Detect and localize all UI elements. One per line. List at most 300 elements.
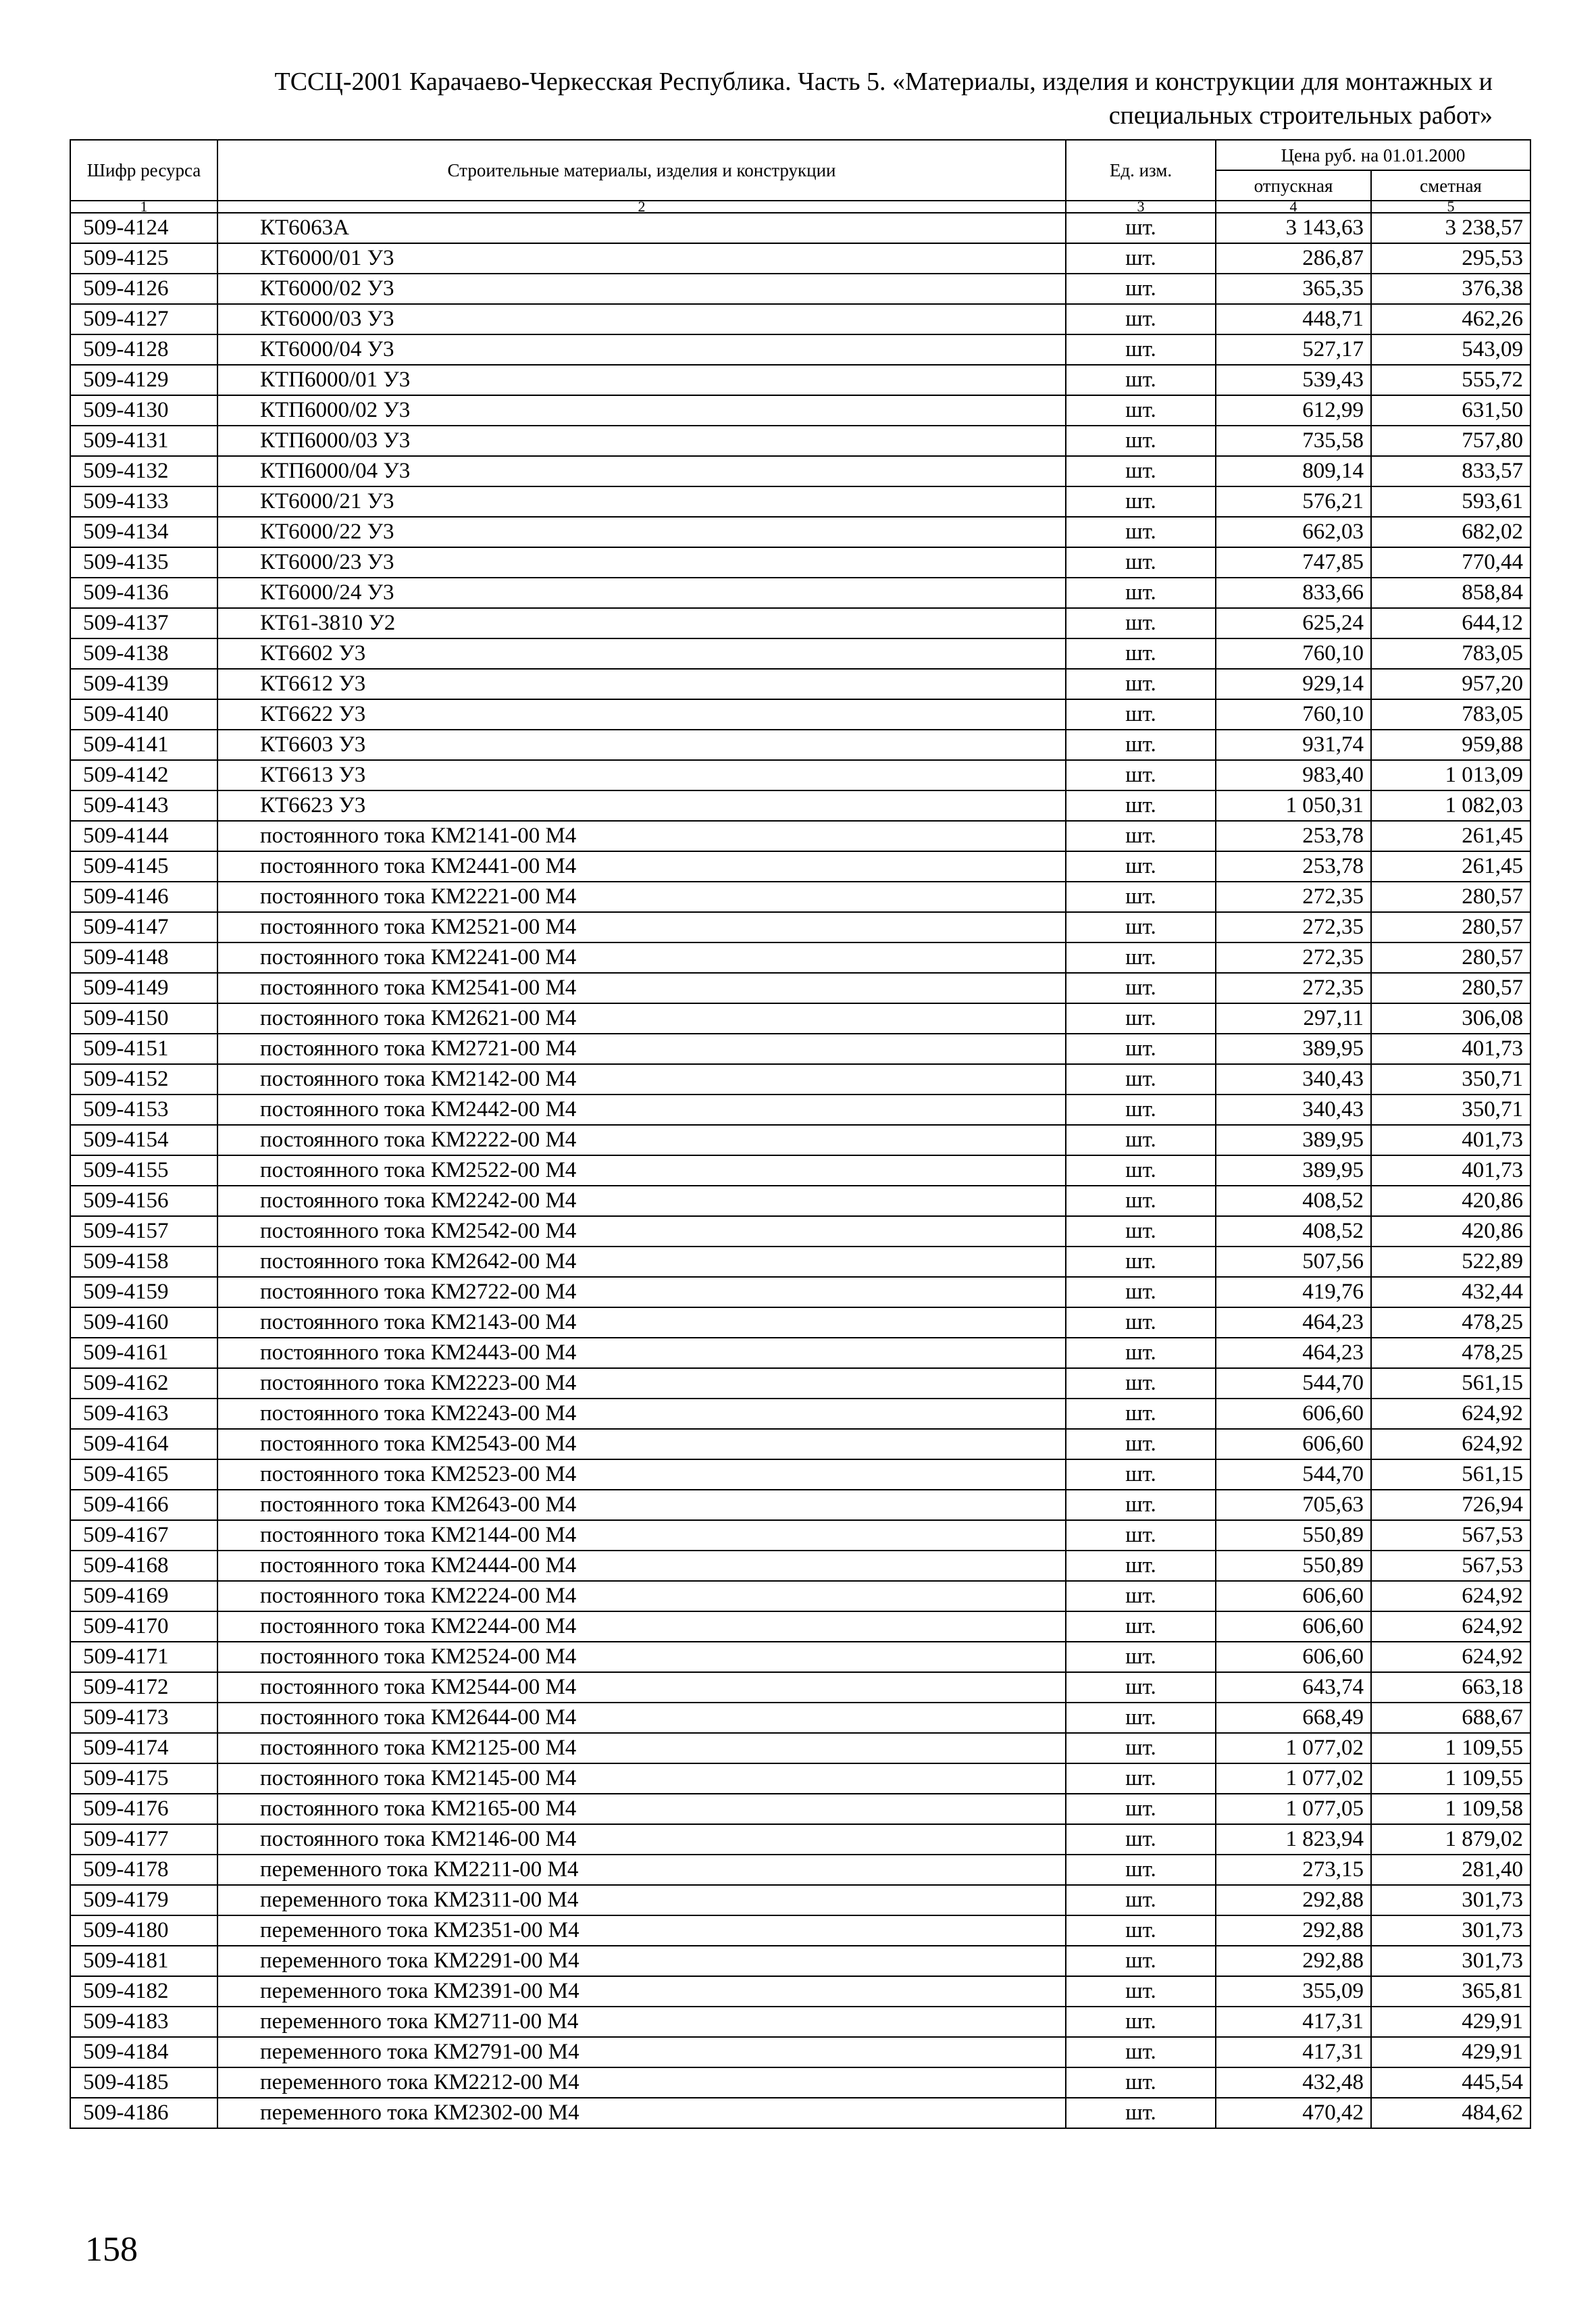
- resource-code-cell: 509-4186: [70, 2098, 217, 2128]
- estimate-price-cell: 1 879,02: [1371, 1824, 1530, 1855]
- resource-code-cell: 509-4156: [70, 1186, 217, 1216]
- release-price-cell: 355,09: [1216, 1976, 1371, 2007]
- material-name-cell: переменного тока КМ2711-00 М4: [217, 2007, 1066, 2037]
- material-name-cell: КТП6000/02 У3: [217, 395, 1066, 426]
- table-row: [70, 730, 1530, 760]
- table-row: [70, 1551, 1530, 1581]
- resource-code-cell: 509-4145: [70, 851, 217, 882]
- estimate-price-cell: 543,09: [1371, 334, 1530, 365]
- estimate-price-cell: 376,38: [1371, 274, 1530, 304]
- unit-cell: шт.: [1066, 1794, 1216, 1824]
- table-row: [70, 1186, 1530, 1216]
- estimate-price-cell: 682,02: [1371, 517, 1530, 547]
- unit-cell: шт.: [1066, 1611, 1216, 1642]
- table-row: [70, 1368, 1530, 1399]
- unit-cell: шт.: [1066, 334, 1216, 365]
- material-name-cell: постоянного тока КМ2722-00 М4: [217, 1277, 1066, 1307]
- unit-cell: шт.: [1066, 213, 1216, 243]
- material-name-cell: переменного тока КМ2302-00 М4: [217, 2098, 1066, 2128]
- estimate-price-cell: 432,44: [1371, 1277, 1530, 1307]
- estimate-price-cell: 631,50: [1371, 395, 1530, 426]
- release-price-cell: 1 077,02: [1216, 1763, 1371, 1794]
- release-price-cell: 419,76: [1216, 1277, 1371, 1307]
- unit-cell: шт.: [1066, 760, 1216, 790]
- unit-cell: шт.: [1066, 2037, 1216, 2067]
- release-price-cell: 527,17: [1216, 334, 1371, 365]
- material-name-cell: постоянного тока КМ2644-00 М4: [217, 1703, 1066, 1733]
- unit-cell: шт.: [1066, 942, 1216, 973]
- release-price-cell: 470,42: [1216, 2098, 1371, 2128]
- estimate-price-cell: 561,15: [1371, 1459, 1530, 1490]
- table-row: [70, 578, 1530, 608]
- unit-cell: шт.: [1066, 456, 1216, 486]
- table-row: [70, 1064, 1530, 1095]
- material-name-cell: постоянного тока КМ2222-00 М4: [217, 1125, 1066, 1155]
- table-row: [70, 1915, 1530, 1946]
- release-price-cell: 286,87: [1216, 243, 1371, 274]
- table-row: [70, 1338, 1530, 1368]
- table-row: [70, 2098, 1530, 2128]
- release-price-cell: 253,78: [1216, 821, 1371, 851]
- release-price-cell: 292,88: [1216, 1915, 1371, 1946]
- unit-cell: шт.: [1066, 912, 1216, 942]
- release-price-cell: 539,43: [1216, 365, 1371, 395]
- unit-cell: шт.: [1066, 1703, 1216, 1733]
- unit-cell: шт.: [1066, 578, 1216, 608]
- resource-code-cell: 509-4181: [70, 1946, 217, 1976]
- resource-code-cell: 509-4167: [70, 1520, 217, 1551]
- material-name-cell: постоянного тока КМ2544-00 М4: [217, 1672, 1066, 1703]
- header-price: Цена руб. на 01.01.2000: [1216, 140, 1530, 170]
- estimate-price-cell: 561,15: [1371, 1368, 1530, 1399]
- release-price-cell: 612,99: [1216, 395, 1371, 426]
- resource-code-cell: 509-4183: [70, 2007, 217, 2037]
- table-body: [70, 213, 1530, 2128]
- resource-code-cell: 509-4160: [70, 1307, 217, 1338]
- material-name-cell: постоянного тока КМ2621-00 М4: [217, 1003, 1066, 1034]
- table-row: [70, 638, 1530, 669]
- estimate-price-cell: 770,44: [1371, 547, 1530, 578]
- release-price-cell: 408,52: [1216, 1216, 1371, 1247]
- unit-cell: шт.: [1066, 1581, 1216, 1611]
- resource-code-cell: 509-4169: [70, 1581, 217, 1611]
- material-name-cell: КТ6000/23 У3: [217, 547, 1066, 578]
- unit-cell: шт.: [1066, 1368, 1216, 1399]
- estimate-price-cell: 555,72: [1371, 365, 1530, 395]
- column-number: 4: [1216, 201, 1371, 213]
- table-row: [70, 608, 1530, 638]
- estimate-price-cell: 522,89: [1371, 1247, 1530, 1277]
- estimate-price-cell: 783,05: [1371, 699, 1530, 730]
- estimate-price-cell: 783,05: [1371, 638, 1530, 669]
- column-number: 2: [217, 201, 1066, 213]
- resource-code-cell: 509-4149: [70, 973, 217, 1003]
- table-row: [70, 1155, 1530, 1186]
- table-row: [70, 851, 1530, 882]
- release-price-cell: 544,70: [1216, 1368, 1371, 1399]
- table-row: [70, 1490, 1530, 1520]
- estimate-price-cell: 462,26: [1371, 304, 1530, 334]
- estimate-price-cell: 726,94: [1371, 1490, 1530, 1520]
- table-row: [70, 243, 1530, 274]
- unit-cell: шт.: [1066, 304, 1216, 334]
- material-name-cell: постоянного тока КМ2441-00 М4: [217, 851, 1066, 882]
- table-row: [70, 1095, 1530, 1125]
- unit-cell: шт.: [1066, 1247, 1216, 1277]
- resource-code-cell: 509-4152: [70, 1064, 217, 1095]
- release-price-cell: 365,35: [1216, 274, 1371, 304]
- release-price-cell: 931,74: [1216, 730, 1371, 760]
- estimate-price-cell: 401,73: [1371, 1125, 1530, 1155]
- table-row: [70, 2067, 1530, 2098]
- table-row: [70, 1794, 1530, 1824]
- material-name-cell: постоянного тока КМ2442-00 М4: [217, 1095, 1066, 1125]
- resource-code-cell: 509-4139: [70, 669, 217, 699]
- estimate-price-cell: 1 013,09: [1371, 760, 1530, 790]
- unit-cell: шт.: [1066, 730, 1216, 760]
- unit-cell: шт.: [1066, 1125, 1216, 1155]
- estimate-price-cell: 420,86: [1371, 1186, 1530, 1216]
- release-price-cell: 272,35: [1216, 942, 1371, 973]
- resource-code-cell: 509-4148: [70, 942, 217, 973]
- resource-code-cell: 509-4163: [70, 1399, 217, 1429]
- release-price-cell: 662,03: [1216, 517, 1371, 547]
- unit-cell: шт.: [1066, 1642, 1216, 1672]
- table-row: [70, 547, 1530, 578]
- resource-code-cell: 509-4133: [70, 486, 217, 517]
- table-row: [70, 1216, 1530, 1247]
- resource-code-cell: 509-4168: [70, 1551, 217, 1581]
- estimate-price-cell: 1 109,58: [1371, 1794, 1530, 1824]
- estimate-price-cell: 1 082,03: [1371, 790, 1530, 821]
- unit-cell: шт.: [1066, 1733, 1216, 1763]
- table-row: [70, 1307, 1530, 1338]
- unit-cell: шт.: [1066, 1429, 1216, 1459]
- table-row: [70, 669, 1530, 699]
- estimate-price-cell: 1 109,55: [1371, 1763, 1530, 1794]
- table-row: [70, 699, 1530, 730]
- release-price-cell: 340,43: [1216, 1095, 1371, 1125]
- release-price-cell: 272,35: [1216, 973, 1371, 1003]
- table-row: [70, 1125, 1530, 1155]
- title-line-2: специальных строительных работ»: [1108, 101, 1493, 130]
- table-row: [70, 426, 1530, 456]
- release-price-cell: 606,60: [1216, 1429, 1371, 1459]
- release-price-cell: 389,95: [1216, 1034, 1371, 1064]
- estimate-price-cell: 567,53: [1371, 1551, 1530, 1581]
- release-price-cell: 668,49: [1216, 1703, 1371, 1733]
- release-price-cell: 833,66: [1216, 578, 1371, 608]
- material-name-cell: постоянного тока КМ2444-00 М4: [217, 1551, 1066, 1581]
- unit-cell: шт.: [1066, 699, 1216, 730]
- material-name-cell: постоянного тока КМ2146-00 М4: [217, 1824, 1066, 1855]
- resource-code-cell: 509-4178: [70, 1855, 217, 1885]
- unit-cell: шт.: [1066, 1338, 1216, 1368]
- release-price-cell: 606,60: [1216, 1581, 1371, 1611]
- table-row: [70, 1611, 1530, 1642]
- resource-code-cell: 509-4143: [70, 790, 217, 821]
- unit-cell: шт.: [1066, 608, 1216, 638]
- unit-cell: шт.: [1066, 1034, 1216, 1064]
- material-name-cell: постоянного тока КМ2443-00 М4: [217, 1338, 1066, 1368]
- release-price-cell: 576,21: [1216, 486, 1371, 517]
- unit-cell: шт.: [1066, 821, 1216, 851]
- material-name-cell: КТП6000/03 У3: [217, 426, 1066, 456]
- estimate-price-cell: 365,81: [1371, 1976, 1530, 2007]
- unit-cell: шт.: [1066, 395, 1216, 426]
- release-price-cell: 292,88: [1216, 1946, 1371, 1976]
- unit-cell: шт.: [1066, 1976, 1216, 2007]
- estimate-price-cell: 858,84: [1371, 578, 1530, 608]
- release-price-cell: 3 143,63: [1216, 213, 1371, 243]
- release-price-cell: 417,31: [1216, 2037, 1371, 2067]
- material-name-cell: КТ6000/21 У3: [217, 486, 1066, 517]
- estimate-price-cell: 624,92: [1371, 1399, 1530, 1429]
- release-price-cell: 408,52: [1216, 1186, 1371, 1216]
- release-price-cell: 507,56: [1216, 1247, 1371, 1277]
- estimate-price-cell: 624,92: [1371, 1581, 1530, 1611]
- resource-code-cell: 509-4172: [70, 1672, 217, 1703]
- unit-cell: шт.: [1066, 1885, 1216, 1915]
- table-row: [70, 1247, 1530, 1277]
- resource-code-cell: 509-4151: [70, 1034, 217, 1064]
- estimate-price-cell: 3 238,57: [1371, 213, 1530, 243]
- table-row: [70, 1459, 1530, 1490]
- table-row: [70, 912, 1530, 942]
- table-row: [70, 1855, 1530, 1885]
- unit-cell: шт.: [1066, 669, 1216, 699]
- unit-cell: шт.: [1066, 2098, 1216, 2128]
- resource-code-cell: 509-4184: [70, 2037, 217, 2067]
- material-name-cell: переменного тока КМ2351-00 М4: [217, 1915, 1066, 1946]
- estimate-price-cell: 478,25: [1371, 1307, 1530, 1338]
- estimate-price-cell: 261,45: [1371, 821, 1530, 851]
- unit-cell: шт.: [1066, 426, 1216, 456]
- resource-code-cell: 509-4154: [70, 1125, 217, 1155]
- resource-code-cell: 509-4138: [70, 638, 217, 669]
- table-row: [70, 456, 1530, 486]
- material-name-cell: постоянного тока КМ2142-00 М4: [217, 1064, 1066, 1095]
- resource-code-cell: 509-4170: [70, 1611, 217, 1642]
- resource-code-cell: 509-4185: [70, 2067, 217, 2098]
- resource-code-cell: 509-4135: [70, 547, 217, 578]
- release-price-cell: 273,15: [1216, 1855, 1371, 1885]
- material-name-cell: постоянного тока КМ2721-00 М4: [217, 1034, 1066, 1064]
- resource-code-cell: 509-4161: [70, 1338, 217, 1368]
- release-price-cell: 747,85: [1216, 547, 1371, 578]
- unit-cell: шт.: [1066, 243, 1216, 274]
- estimate-price-cell: 280,57: [1371, 973, 1530, 1003]
- resource-code-cell: 509-4140: [70, 699, 217, 730]
- table-row: [70, 1885, 1530, 1915]
- resource-code-cell: 509-4177: [70, 1824, 217, 1855]
- material-name-cell: постоянного тока КМ2522-00 М4: [217, 1155, 1066, 1186]
- estimate-price-cell: 593,61: [1371, 486, 1530, 517]
- unit-cell: шт.: [1066, 1277, 1216, 1307]
- material-name-cell: постоянного тока КМ2223-00 М4: [217, 1368, 1066, 1399]
- unit-cell: шт.: [1066, 1155, 1216, 1186]
- resource-code-cell: 509-4124: [70, 213, 217, 243]
- resource-code-cell: 509-4150: [70, 1003, 217, 1034]
- resource-code-cell: 509-4175: [70, 1763, 217, 1794]
- release-price-cell: 272,35: [1216, 882, 1371, 912]
- table-row: [70, 1581, 1530, 1611]
- table-row: [70, 1733, 1530, 1763]
- material-name-cell: переменного тока КМ2291-00 М4: [217, 1946, 1066, 1976]
- resource-code-cell: 509-4157: [70, 1216, 217, 1247]
- material-name-cell: переменного тока КМ2212-00 М4: [217, 2067, 1066, 2098]
- estimate-price-cell: 429,91: [1371, 2007, 1530, 2037]
- resource-code-cell: 509-4132: [70, 456, 217, 486]
- unit-cell: шт.: [1066, 365, 1216, 395]
- estimate-price-cell: 445,54: [1371, 2067, 1530, 2098]
- release-price-cell: 448,71: [1216, 304, 1371, 334]
- column-number: 1: [70, 201, 217, 213]
- release-price-cell: 550,89: [1216, 1551, 1371, 1581]
- estimate-price-cell: 301,73: [1371, 1915, 1530, 1946]
- unit-cell: шт.: [1066, 1216, 1216, 1247]
- estimate-price-cell: 957,20: [1371, 669, 1530, 699]
- table-row: [70, 2037, 1530, 2067]
- title-line-1: ТССЦ-2001 Карачаево-Черкесская Республика. Часть 5. «Материалы, изделия и конструкции для монтажных и: [274, 68, 1493, 96]
- material-name-cell: постоянного тока КМ2542-00 М4: [217, 1216, 1066, 1247]
- release-price-cell: 550,89: [1216, 1520, 1371, 1551]
- resource-code-cell: 509-4165: [70, 1459, 217, 1490]
- release-price-cell: 297,11: [1216, 1003, 1371, 1034]
- estimate-price-cell: 688,67: [1371, 1703, 1530, 1733]
- release-price-cell: 929,14: [1216, 669, 1371, 699]
- estimate-price-cell: 833,57: [1371, 456, 1530, 486]
- table-row: [70, 1976, 1530, 2007]
- material-name-cell: переменного тока КМ2211-00 М4: [217, 1855, 1066, 1885]
- material-name-cell: КТ6063А: [217, 213, 1066, 243]
- release-price-cell: 606,60: [1216, 1399, 1371, 1429]
- estimate-price-cell: 959,88: [1371, 730, 1530, 760]
- material-name-cell: постоянного тока КМ2145-00 М4: [217, 1763, 1066, 1794]
- resource-code-cell: 509-4153: [70, 1095, 217, 1125]
- unit-cell: шт.: [1066, 638, 1216, 669]
- unit-cell: шт.: [1066, 2067, 1216, 2098]
- resource-code-cell: 509-4162: [70, 1368, 217, 1399]
- header-estimate-price: сметная: [1371, 170, 1530, 201]
- resource-code-cell: 509-4134: [70, 517, 217, 547]
- resource-code-cell: 509-4127: [70, 304, 217, 334]
- material-name-cell: постоянного тока КМ2125-00 М4: [217, 1733, 1066, 1763]
- material-name-cell: переменного тока КМ2311-00 М4: [217, 1885, 1066, 1915]
- material-name-cell: КТ6603 У3: [217, 730, 1066, 760]
- material-name-cell: переменного тока КМ2391-00 М4: [217, 1976, 1066, 2007]
- resource-code-cell: 509-4146: [70, 882, 217, 912]
- unit-cell: шт.: [1066, 547, 1216, 578]
- table-row: [70, 1672, 1530, 1703]
- header-code: Шифр ресурса: [70, 140, 217, 201]
- estimate-price-cell: 429,91: [1371, 2037, 1530, 2067]
- release-price-cell: 1 077,02: [1216, 1733, 1371, 1763]
- estimate-price-cell: 624,92: [1371, 1429, 1530, 1459]
- resource-code-cell: 509-4182: [70, 1976, 217, 2007]
- unit-cell: шт.: [1066, 1672, 1216, 1703]
- release-price-cell: 389,95: [1216, 1125, 1371, 1155]
- release-price-cell: 606,60: [1216, 1611, 1371, 1642]
- estimate-price-cell: 280,57: [1371, 942, 1530, 973]
- table-row: [70, 1642, 1530, 1672]
- estimate-price-cell: 301,73: [1371, 1946, 1530, 1976]
- table-row: [70, 790, 1530, 821]
- resource-code-cell: 509-4155: [70, 1155, 217, 1186]
- release-price-cell: 1 050,31: [1216, 790, 1371, 821]
- resource-code-cell: 509-4166: [70, 1490, 217, 1520]
- release-price-cell: 1 823,94: [1216, 1824, 1371, 1855]
- estimate-price-cell: 295,53: [1371, 243, 1530, 274]
- resource-code-cell: 509-4144: [70, 821, 217, 851]
- estimate-price-cell: 567,53: [1371, 1520, 1530, 1551]
- estimate-price-cell: 484,62: [1371, 2098, 1530, 2128]
- table-row: [70, 1946, 1530, 1976]
- unit-cell: шт.: [1066, 1095, 1216, 1125]
- unit-cell: шт.: [1066, 486, 1216, 517]
- table-row: [70, 486, 1530, 517]
- table-row: [70, 1429, 1530, 1459]
- material-name-cell: КТ6000/01 У3: [217, 243, 1066, 274]
- resource-code-cell: 509-4130: [70, 395, 217, 426]
- material-name-cell: КТ6000/02 У3: [217, 274, 1066, 304]
- estimate-price-cell: 644,12: [1371, 608, 1530, 638]
- estimate-price-cell: 663,18: [1371, 1672, 1530, 1703]
- unit-cell: шт.: [1066, 1763, 1216, 1794]
- table-row: [70, 274, 1530, 304]
- release-price-cell: 760,10: [1216, 699, 1371, 730]
- estimate-price-cell: 280,57: [1371, 882, 1530, 912]
- material-name-cell: постоянного тока КМ2241-00 М4: [217, 942, 1066, 973]
- unit-cell: шт.: [1066, 973, 1216, 1003]
- unit-cell: шт.: [1066, 1855, 1216, 1885]
- resource-code-cell: 509-4128: [70, 334, 217, 365]
- table-row: [70, 2007, 1530, 2037]
- material-name-cell: постоянного тока КМ2221-00 М4: [217, 882, 1066, 912]
- resource-code-cell: 509-4125: [70, 243, 217, 274]
- material-name-cell: КТ6602 У3: [217, 638, 1066, 669]
- material-name-cell: КТ6000/22 У3: [217, 517, 1066, 547]
- estimate-price-cell: 401,73: [1371, 1155, 1530, 1186]
- estimate-price-cell: 624,92: [1371, 1611, 1530, 1642]
- material-name-cell: постоянного тока КМ2543-00 М4: [217, 1429, 1066, 1459]
- table-row: [70, 821, 1530, 851]
- resource-code-cell: 509-4173: [70, 1703, 217, 1733]
- resource-code-cell: 509-4176: [70, 1794, 217, 1824]
- table-row: [70, 334, 1530, 365]
- table-row: [70, 1277, 1530, 1307]
- estimate-price-cell: 420,86: [1371, 1216, 1530, 1247]
- estimate-price-cell: 757,80: [1371, 426, 1530, 456]
- table-row: [70, 882, 1530, 912]
- unit-cell: шт.: [1066, 1520, 1216, 1551]
- table-row: [70, 365, 1530, 395]
- resource-code-cell: 509-4174: [70, 1733, 217, 1763]
- estimate-price-cell: 624,92: [1371, 1642, 1530, 1672]
- unit-cell: шт.: [1066, 790, 1216, 821]
- table-row: [70, 1703, 1530, 1733]
- resource-code-cell: 509-4137: [70, 608, 217, 638]
- release-price-cell: 735,58: [1216, 426, 1371, 456]
- header-name: Строительные материалы, изделия и конструкции: [217, 140, 1066, 201]
- resource-code-cell: 509-4164: [70, 1429, 217, 1459]
- release-price-cell: 705,63: [1216, 1490, 1371, 1520]
- material-name-cell: переменного тока КМ2791-00 М4: [217, 2037, 1066, 2067]
- resource-code-cell: 509-4142: [70, 760, 217, 790]
- table-row: [70, 942, 1530, 973]
- unit-cell: шт.: [1066, 1946, 1216, 1976]
- unit-cell: шт.: [1066, 1003, 1216, 1034]
